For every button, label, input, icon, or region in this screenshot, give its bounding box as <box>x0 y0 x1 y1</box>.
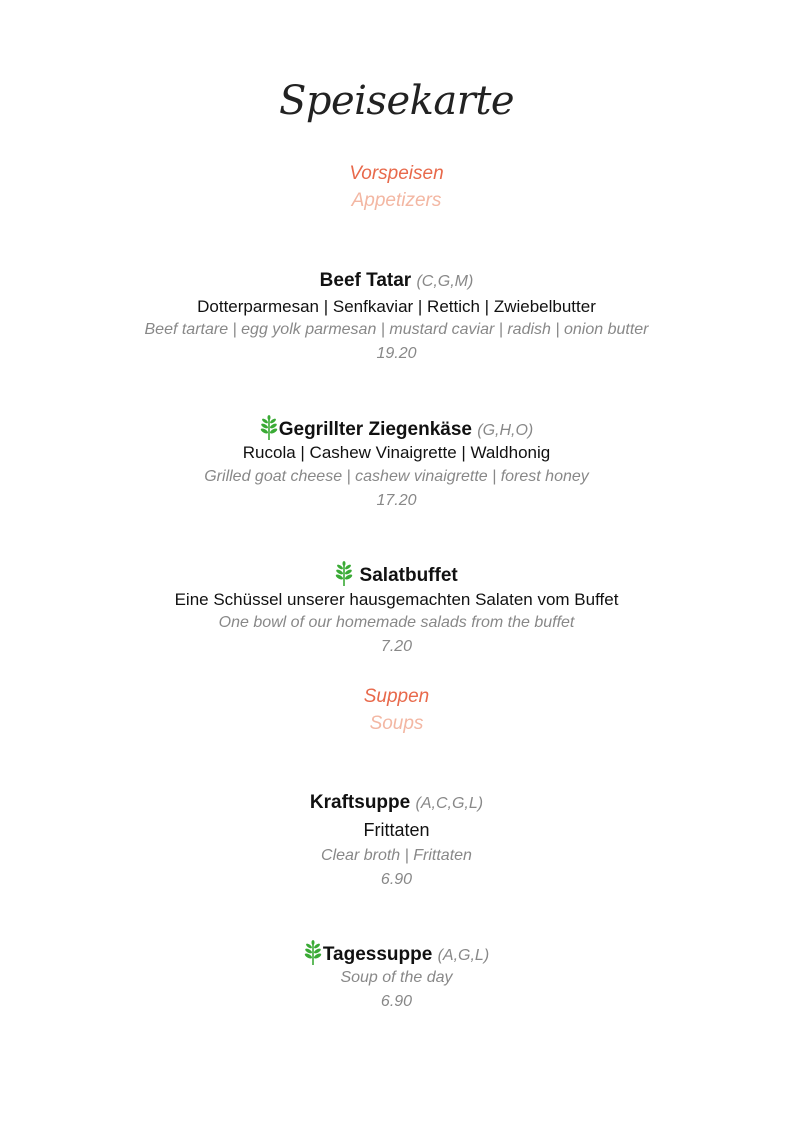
section-title-en: Soups <box>369 713 424 734</box>
dish-price: 6.90 <box>380 871 413 888</box>
dish-name: Gegrillter Ziegenkäse <box>278 419 472 440</box>
dish-name-line <box>0 270 793 292</box>
dish-allergens: (G,H,O) <box>477 422 534 439</box>
leaf-icon <box>304 940 322 966</box>
leaf-icon <box>335 561 353 587</box>
dish-name: Kraftsuppe <box>309 792 411 813</box>
dish-allergens: (A,C,G,L) <box>415 795 484 812</box>
section-title-de: Vorspeisen <box>349 163 444 184</box>
dish-description-en: Soup of the day <box>340 969 453 986</box>
dish-price: 17.20 <box>376 492 417 509</box>
dish-description-de: Eine Schüssel unserer hausgemachten Salaten vom Buffet <box>174 590 619 609</box>
dish-price: 19.20 <box>376 345 417 362</box>
dish-name-line <box>0 792 793 814</box>
dish-allergens: (A,G,L) <box>437 947 490 964</box>
dish-description-en: Beef tartare | egg yolk parmesan | mustard caviar | radish | onion butter <box>144 321 649 338</box>
dish-description-en: One bowl of our homemade salads from the buffet <box>218 614 575 631</box>
leaf-icon <box>260 415 278 441</box>
dish-description-de: Frittaten <box>363 820 430 840</box>
dish-name: Salatbuffet <box>359 565 458 586</box>
section-title-de: Suppen <box>363 686 430 707</box>
dish-description-de: Dotterparmesan | Senfkaviar | Rettich | Zwiebelbutter <box>197 297 596 316</box>
dish-description-en: Clear broth | Frittaten <box>321 847 472 864</box>
dish-description-en: Grilled goat cheese | cashew vinaigrette | forest honey <box>204 468 589 485</box>
dish-name-line <box>0 940 793 966</box>
dish-price: 7.20 <box>380 638 413 655</box>
dish-name-line <box>0 415 793 441</box>
dish-price: 6.90 <box>380 993 413 1010</box>
menu-title: Speisekarte <box>278 78 515 124</box>
dish-name: Beef Tatar <box>319 270 412 291</box>
dish-name-line <box>0 561 793 587</box>
dish-description-de: Rucola | Cashew Vinaigrette | Waldhonig <box>242 443 551 462</box>
dish-allergens: (C,G,M) <box>416 273 474 290</box>
dish-name: Tagessuppe <box>322 944 433 965</box>
section-title-en: Appetizers <box>351 190 442 211</box>
